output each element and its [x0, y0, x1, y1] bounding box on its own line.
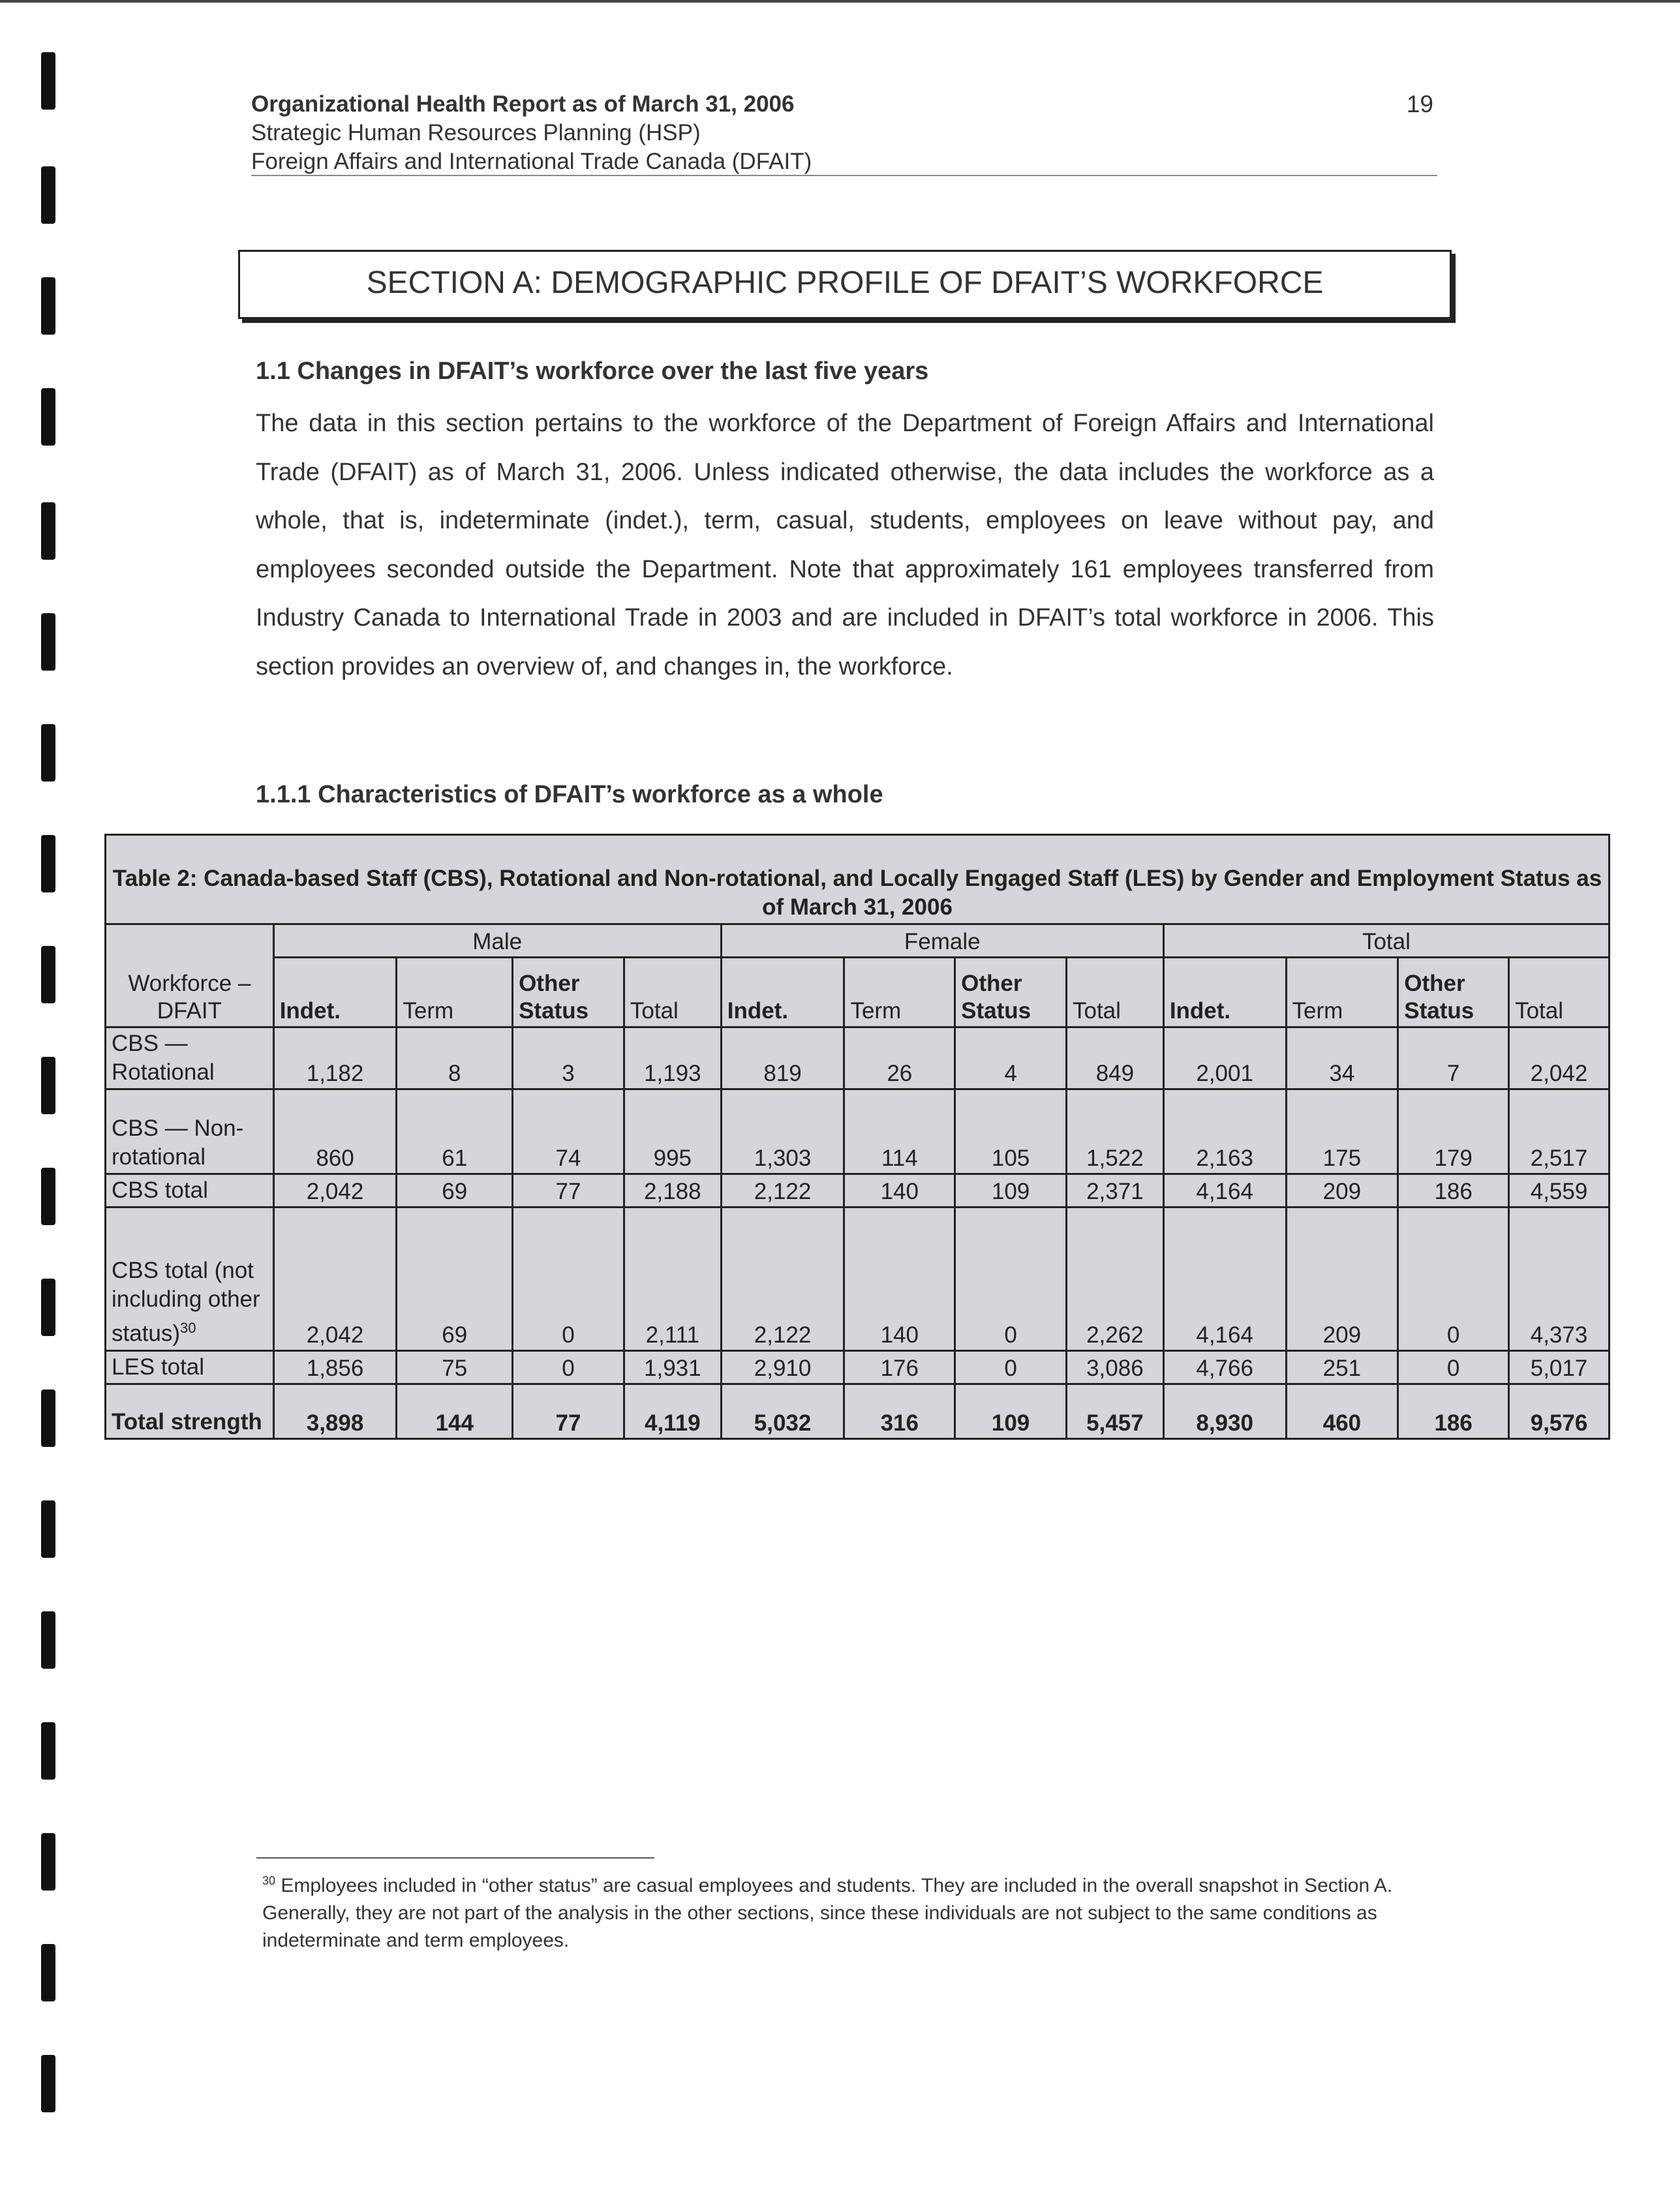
- table-row: [106, 1027, 1610, 1089]
- page-top-edge: [0, 0, 1680, 3]
- footnote-number: 30: [262, 1874, 276, 1887]
- table-cell: 4,119: [624, 1384, 721, 1439]
- subsubsection-heading: 1.1.1 Characteristics of DFAIT’s workforce as a whole: [256, 781, 883, 808]
- table-cell: 105: [955, 1089, 1067, 1174]
- table-cell: 5,017: [1509, 1351, 1610, 1384]
- table-cell: 2,122: [721, 1174, 844, 1208]
- table-cell: 1,303: [721, 1089, 844, 1174]
- table-cell: 77: [513, 1174, 624, 1208]
- table-cell: 0: [955, 1351, 1067, 1384]
- col-header-other-status: Other Status: [1398, 958, 1509, 1027]
- page-number: 19: [1406, 91, 1433, 117]
- table-cell: 2,163: [1163, 1089, 1286, 1174]
- table-cell: 209: [1286, 1208, 1398, 1351]
- table-cell: 1,856: [273, 1351, 397, 1384]
- table-cell: 140: [844, 1174, 955, 1208]
- group-header-male: Male: [273, 924, 721, 958]
- footnote-text: Employees included in “other status” are casual employees and students. They are included in the overall snapshot in Section A. Generally, they are not part of the analysis in the other sections, since these individuals are not subject to the same conditions as indeterminate and term employees.: [262, 1875, 1393, 1951]
- table-cell: 849: [1066, 1027, 1163, 1089]
- table-cell: 144: [397, 1384, 513, 1439]
- row-label: Total strength: [106, 1384, 274, 1439]
- table-cell: 8: [397, 1027, 513, 1089]
- table-cell: 2,001: [1163, 1027, 1286, 1089]
- table-cell: 26: [844, 1027, 955, 1089]
- table-cell: 75: [397, 1351, 513, 1384]
- table-cell: 316: [844, 1384, 955, 1439]
- table-row: [106, 1351, 1610, 1384]
- table-cell: 3,898: [273, 1384, 397, 1439]
- table-cell: 5,457: [1066, 1384, 1163, 1439]
- table-cell: 0: [513, 1351, 624, 1384]
- table-row: [106, 1089, 1610, 1174]
- table-cell: 2,042: [273, 1208, 397, 1351]
- row-label: LES total: [106, 1351, 274, 1384]
- workforce-table: [104, 834, 1610, 1440]
- row-label: CBS total: [106, 1174, 274, 1208]
- table-cell: 61: [397, 1089, 513, 1174]
- table-cell: 2,910: [721, 1351, 844, 1384]
- table-cell: 109: [955, 1174, 1067, 1208]
- table-cell: 186: [1398, 1174, 1509, 1208]
- col-header-other-status: Other Status: [955, 958, 1067, 1027]
- col-header-indet: Indet.: [1163, 958, 1286, 1027]
- table-row: [106, 1208, 1610, 1351]
- table-cell: 4,164: [1163, 1174, 1286, 1208]
- table-cell: 0: [1398, 1208, 1509, 1351]
- body-paragraph: The data in this section pertains to the workforce of the Department of Foreign Affairs and International Trade (DFAIT) as of March 31, 2006. Unless indicated otherwise, the data includes the workforce as a whole, that is, indeterminate (indet.), term, casual, students, employees on leave without pay, and employees seconded outside the Department. Note that approximately 161 employees transferred from Industry Canada to International Trade in 2003 and are included in DFAIT’s total workforce in 2006. This section provides an overview of, and changes in, the workforce.: [256, 410, 1434, 680]
- table-cell: 3: [513, 1027, 624, 1089]
- table-cell: 4,559: [1509, 1174, 1610, 1208]
- table-cell: 1,182: [273, 1027, 397, 1089]
- table-cell: 2,188: [624, 1174, 721, 1208]
- table-cell: 209: [1286, 1174, 1398, 1208]
- table-body: [106, 1027, 1610, 1439]
- col-header-term: Term: [844, 958, 955, 1027]
- table-cell: 2,262: [1066, 1208, 1163, 1351]
- row-label: CBS — Non-rotational: [106, 1089, 274, 1174]
- table-cell: 2,371: [1066, 1174, 1163, 1208]
- table-cell: 1,522: [1066, 1089, 1163, 1174]
- binder-holes: [36, 46, 62, 2153]
- table-cell: 460: [1286, 1384, 1398, 1439]
- table-cell: 7: [1398, 1027, 1509, 1089]
- table-cell: 140: [844, 1208, 955, 1351]
- table-cell: 0: [955, 1208, 1067, 1351]
- table-cell: 8,930: [1163, 1384, 1286, 1439]
- footnote-rule: [256, 1857, 654, 1859]
- table-cell: 74: [513, 1089, 624, 1174]
- report-subtitle: Strategic Human Resources Planning (HSP): [251, 120, 701, 145]
- table-cell: 4,766: [1163, 1351, 1286, 1384]
- table-row: [106, 1384, 1610, 1439]
- col-header-indet: Indet.: [273, 958, 397, 1027]
- table-cell: 251: [1286, 1351, 1398, 1384]
- table-cell: 69: [397, 1174, 513, 1208]
- table-cell: 69: [397, 1208, 513, 1351]
- col-header-term: Term: [1286, 958, 1398, 1027]
- subsection-heading: 1.1 Changes in DFAIT’s workforce over the last five years: [256, 357, 929, 385]
- table-cell: 4: [955, 1027, 1067, 1089]
- table-cell: 995: [624, 1089, 721, 1174]
- row-label: CBS total (not including other status)$^{30}$: [106, 1208, 274, 1351]
- table-caption: Table 2: Canada-based Staff (CBS), Rotational and Non-rotational, and Locally Engaged Staff (LES) by Gender and Employment Status as of March 31, 2006: [106, 835, 1610, 924]
- table-cell: 0: [513, 1208, 624, 1351]
- table-cell: 9,576: [1509, 1384, 1610, 1439]
- table-cell: 2,122: [721, 1208, 844, 1351]
- table-cell: 114: [844, 1089, 955, 1174]
- table-cell: 5,032: [721, 1384, 844, 1439]
- table-cell: 176: [844, 1351, 955, 1384]
- table-cell: 0: [1398, 1351, 1509, 1384]
- table-cell: 34: [1286, 1027, 1398, 1089]
- table-cell: 819: [721, 1027, 844, 1089]
- col-header-indet: Indet.: [721, 958, 844, 1027]
- table-row: [106, 1174, 1610, 1208]
- workforce-header: Workforce – DFAIT: [106, 924, 274, 1027]
- col-header-total: Total: [1509, 958, 1610, 1027]
- row-label: CBS — Rotational: [106, 1027, 274, 1089]
- table-cell: 3,086: [1066, 1351, 1163, 1384]
- group-header-total: Total: [1163, 924, 1609, 958]
- department-name: Foreign Affairs and International Trade Canada (DFAIT): [251, 149, 812, 174]
- table-cell: 2,517: [1509, 1089, 1610, 1174]
- col-header-term: Term: [397, 958, 513, 1027]
- table-cell: 186: [1398, 1384, 1509, 1439]
- table-cell: 2,111: [624, 1208, 721, 1351]
- table-cell: 1,931: [624, 1351, 721, 1384]
- table-cell: 109: [955, 1384, 1067, 1439]
- table-cell: 2,042: [273, 1174, 397, 1208]
- table-cell: 77: [513, 1384, 624, 1439]
- col-header-other-status: Other Status: [513, 958, 624, 1027]
- report-title: Organizational Health Report as of March 31, 2006: [251, 91, 795, 117]
- col-header-total: Total: [624, 958, 721, 1027]
- footnote-ref: 30: [180, 1320, 196, 1337]
- col-header-total: Total: [1066, 958, 1163, 1027]
- table-cell: 860: [273, 1089, 397, 1174]
- running-header: [251, 90, 1439, 176]
- table-cell: 175: [1286, 1089, 1398, 1174]
- table-cell: 4,164: [1163, 1208, 1286, 1351]
- table-cell: 4,373: [1509, 1208, 1610, 1351]
- header-rule: [251, 175, 1437, 176]
- table-cell: 2,042: [1509, 1027, 1610, 1089]
- table-cell: 1,193: [624, 1027, 721, 1089]
- group-header-female: Female: [721, 924, 1163, 958]
- footnote: [262, 1867, 1430, 1954]
- section-title: SECTION A: DEMOGRAPHIC PROFILE OF DFAIT’S WORKFORCE: [238, 250, 1452, 319]
- table-cell: 179: [1398, 1089, 1509, 1174]
